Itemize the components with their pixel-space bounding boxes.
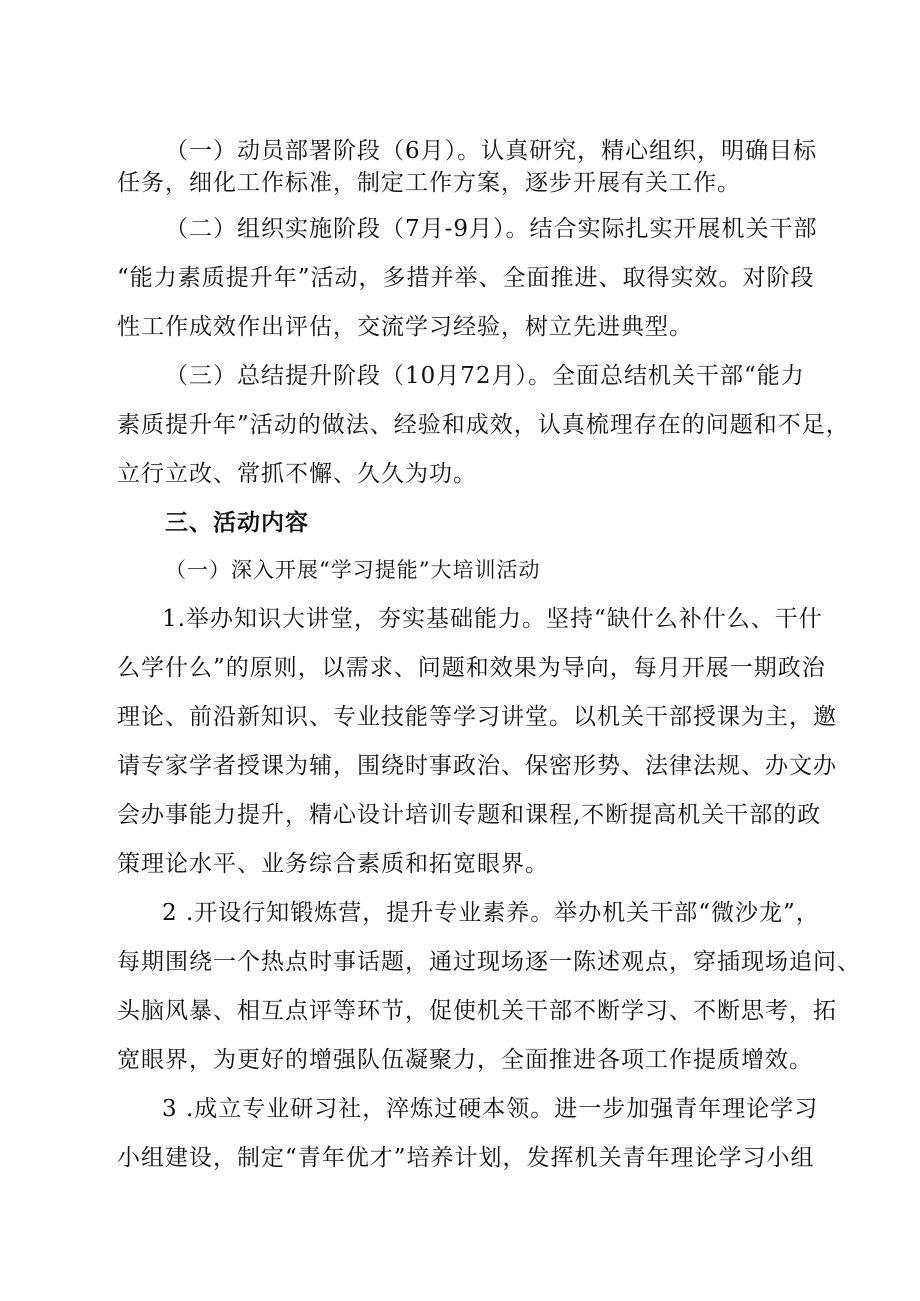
text-line-21: 3 .成立专业研习社，淬炼过硬本领。进一步加强青年理论学习	[162, 1096, 819, 1122]
section-heading: 三、活动内容	[165, 510, 309, 536]
text-line-17: 2 .开设行知锻炼营，提升专业素养。举办机关干部“微沙龙”，	[162, 900, 820, 926]
text-line-1: （一）动员部署阶段（6月）。认真研究，精心组织，明确目标	[165, 138, 818, 164]
text-line-12: 么学什么”的原则，以需求、问题和效果为导向，每月开展一期政治	[117, 655, 826, 681]
text-line-7: 素质提升年”活动的做法、经验和成效，认真梳理存在的问题和不足，	[117, 412, 850, 438]
text-line-4: “能力素质提升年”活动，多措并举、全面推进、取得实效。对阶段	[117, 265, 815, 291]
text-line-2: 任务，细化工作标准，制定工作方案，逐步开展有关工作。	[117, 170, 741, 196]
text-line-16: 策理论水平、业务综合素质和拓宽眼界。	[117, 851, 549, 877]
text-line-14: 请专家学者授课为辅，围绕时事政治、保密形势、法律法规、办文办	[117, 753, 837, 779]
text-line-11: 1.举办知识大讲堂，夯实基础能力。坚持“缺什么补什么、干什	[162, 606, 823, 632]
text-line-19: 头脑风暴、相互点评等环节，促使机关干部不断学习、不断思考，拓	[117, 998, 837, 1024]
text-line-15: 会办事能力提升，精心设计培训专题和课程,不断提高机关干部的政	[117, 802, 822, 828]
text-line-8: 立行立改、常抓不懈、久久为功。	[117, 461, 477, 487]
text-line-5: 性工作成效作出评估，交流学习经验，树立先进典型。	[117, 314, 693, 340]
text-line-22: 小组建设，制定“青年优才”培养计划，发挥机关青年理论学习小组	[117, 1145, 815, 1171]
text-line-13: 理论、前沿新知识、专业技能等学习讲堂。以机关干部授课为主，邀	[117, 704, 837, 730]
text-line-18: 每期围绕一个热点时事话题，通过现场逐一陈述观点，穿插现场追问、	[117, 949, 861, 975]
subsection-heading: （一）深入开展“学习提能”大培训活动	[165, 558, 541, 582]
text-line-20: 宽眼界，为更好的增强队伍凝聚力，全面推进各项工作提质增效。	[117, 1047, 813, 1073]
text-line-6: （三）总结提升阶段（10月72月）。全面总结机关干部“能力	[165, 363, 805, 389]
text-line-3: （二）组织实施阶段（7月-9月）。结合实际扎实开展机关干部	[165, 216, 818, 242]
